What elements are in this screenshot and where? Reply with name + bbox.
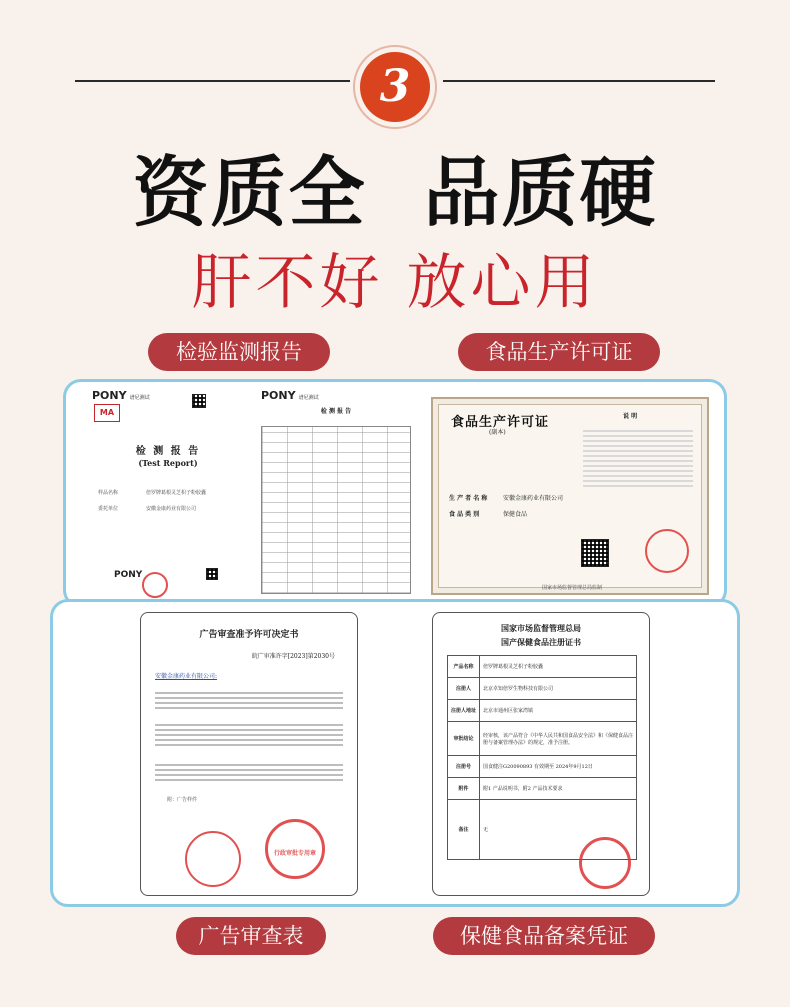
client-label: 委托单位 (98, 506, 119, 512)
table-row: 注册人 北京卓知倍罗生物科技有限公司 (448, 678, 637, 700)
pony-logo: PONY 谱尼测试 (92, 389, 150, 402)
label-ad-review: 广告审查表 (176, 917, 326, 955)
qr-code-icon (581, 539, 609, 567)
table-row: 产品名称 倍罗牌葛根灵芝枳子粉胶囊 (448, 656, 637, 678)
label-health-food-record: 保健食品备案凭证 (433, 917, 655, 955)
producer-value: 安徽金康药业有限公司 (503, 495, 564, 502)
results-table (261, 426, 411, 594)
license-subtitle: (副本) (489, 429, 506, 436)
producer-label: 生 产 者 名 称 (449, 495, 488, 502)
headline: 资质全 品质硬 (132, 148, 658, 237)
report-title: 检 测 报 告 (135, 446, 201, 457)
qr-code-icon (206, 568, 218, 580)
report-title-en: (Test Report) (138, 458, 198, 468)
health-food-registration-certificate (432, 612, 650, 896)
pony-logo-footer: PONY (114, 570, 143, 580)
label-food-license: 食品生产许可证 (458, 333, 660, 371)
cert-table (447, 655, 637, 860)
red-seal-icon (142, 572, 168, 598)
red-seal-icon (579, 837, 631, 889)
sample-name-value: 倍罗牌葛根灵芝枳子粉胶囊 (146, 490, 207, 496)
sample-name-label: 样品名称 (98, 490, 119, 496)
license-explain-heading: 说 明 (623, 413, 638, 420)
table-row: 附件 附1 产品说明书，附2 产品技术要求 (448, 778, 637, 800)
food-production-license (431, 397, 709, 595)
label-inspection-report: 检验监测报告 (148, 333, 330, 371)
client-value: 安徽金康药业有限公司 (146, 506, 197, 512)
license-title: 食品生产许可证 (451, 415, 550, 430)
ad-approval-company: 安徽金康药业有限公司: (155, 673, 218, 680)
report-title: 检 测 报 告 (320, 408, 352, 415)
table-row: 注册人地址 北京市通州区张家湾镇 (448, 700, 637, 722)
ad-approval-decision (140, 612, 358, 896)
category-value: 保健食品 (503, 511, 528, 518)
inspection-report-table (255, 386, 417, 600)
license-footer: 国家市场监督管理总局监制 (541, 585, 602, 591)
step-number-badge: 3 (360, 52, 430, 122)
cert-authority: 国家市场监督管理总局 (501, 624, 581, 633)
header-rule-right (443, 80, 715, 82)
table-row: 备注 无 (448, 800, 637, 860)
cert-title: 国产保健食品注册证书 (501, 638, 581, 647)
subline: 肝不好 放心用 (191, 248, 599, 318)
approval-seal-icon: 行政审批专用章 (265, 819, 325, 879)
qr-code-icon (192, 394, 206, 408)
red-seal-icon (645, 529, 689, 573)
table-row: 注册号 国食健注G20090893 有效期至 2024年9月12日 (448, 756, 637, 778)
table-row: 审批结论 经审核，该产品符合《中华人民共和国食品安全法》和《保健食品注册与备案管理办法》的规定，准予注册。 (448, 722, 637, 756)
ad-approval-title: 广告审查准予许可决定书 (199, 630, 299, 640)
pony-logo: PONY 谱尼测试 (261, 389, 319, 402)
ad-approval-attachment: 附：广告样件 (167, 797, 198, 803)
cma-mark-icon: MA (94, 404, 120, 422)
red-seal-icon (185, 831, 241, 887)
ad-approval-number: 皖广审准许字[2023]第2030号 (251, 653, 335, 660)
inspection-report-cover (84, 386, 252, 600)
category-label: 食 品 类 别 (449, 511, 480, 518)
header-rule-left (75, 80, 350, 82)
